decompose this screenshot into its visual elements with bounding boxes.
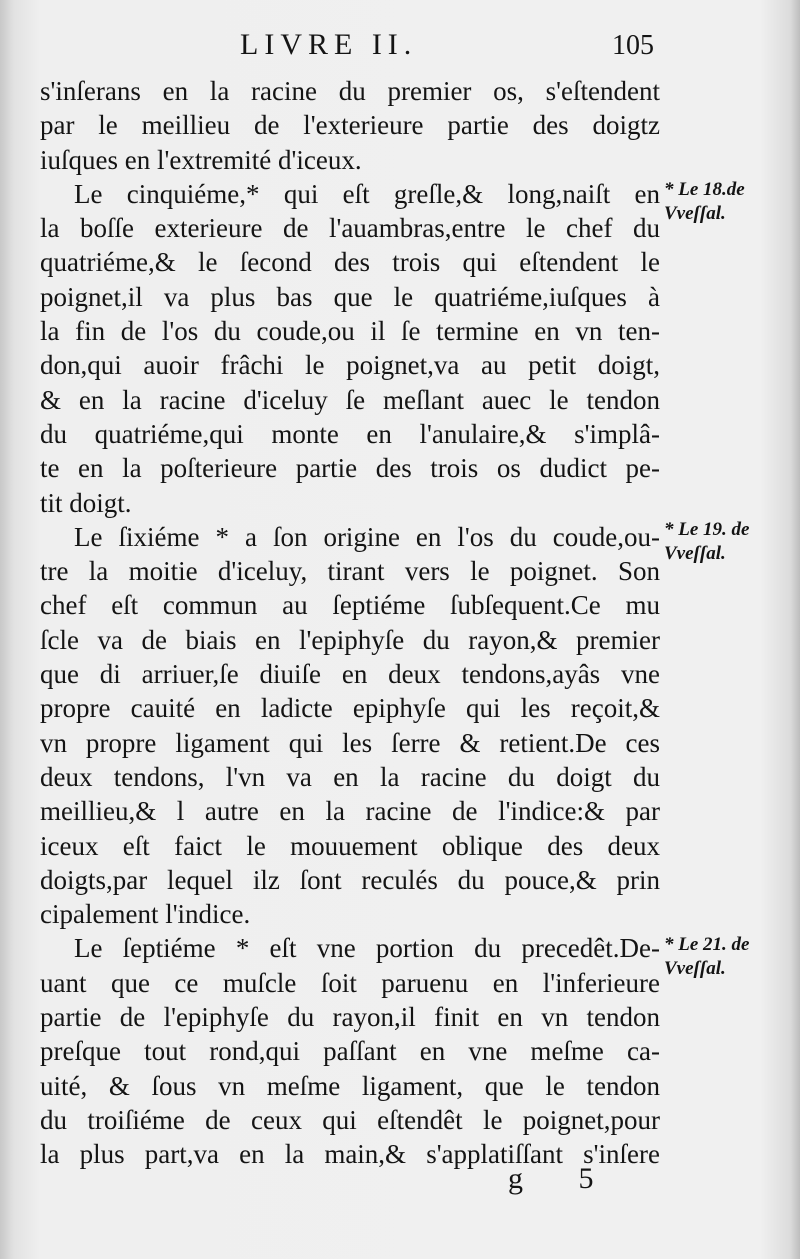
text-line: Le cinquiéme,* qui eſt greſle,& long,naiſt en	[74, 178, 660, 209]
text-line: ſcle va de biais en l'epiphyſe du rayon,& premier	[40, 624, 660, 655]
text-line: que di arriuer,ſe diuiſe en deux tendons,ayâs vne	[40, 659, 660, 690]
margin-note-line: * Le 19. de	[664, 519, 750, 540]
text-line: cipalement l'indice.	[40, 899, 251, 930]
text-line: uant que ce muſcle ſoit paruenu en l'inferieure	[40, 967, 660, 998]
text-line: s'inſerans en la racine du premier os, s'eſtendent	[40, 76, 660, 106]
text-line: iuſques en l'extremité d'iceux.	[40, 144, 362, 175]
text-line: quatriéme,& le ſecond des trois qui eſtendent le	[40, 247, 660, 278]
text-line: don,qui auoir frâchi le poignet,va au petit doigt,	[40, 350, 660, 381]
text-line: uité, & ſous vn meſme ligament, que le tendon	[40, 1070, 660, 1101]
margin-note-line: * Le 18.de	[664, 179, 745, 200]
text-line: la fin de l'os du coude,ou il ſe termine en vn ten-	[40, 316, 660, 347]
text-line: Le ſeptiéme * eſt vne portion du precedêt.De-	[74, 933, 660, 964]
margin-note	[664, 518, 749, 566]
text-line: chef eſt commun au ſeptiéme ſubſequent.Ce mu	[40, 590, 660, 621]
text-line: doigts,par lequel ilz ſont reculés du pouce,& prin	[40, 864, 660, 895]
text-line: vn propre ligament qui les ſerre & retient.De ces	[40, 727, 660, 758]
text-line: preſque tout rond,qui paſſant en vne meſme ca-	[40, 1036, 660, 1067]
text-line: iceux eſt faict le mouuement oblique des deux	[40, 830, 660, 861]
text-line: te en la poſterieure partie des trois os dudict pe-	[40, 453, 660, 484]
margin-note-line: Vveſſal.	[664, 203, 726, 224]
text-line: par le meillieu de l'exterieure partie des doigtz	[40, 110, 660, 141]
text-line: poignet,il va plus bas que le quatriéme,iuſques à	[40, 281, 660, 312]
margin-note	[664, 178, 745, 226]
text-line: la boſſe exterieure de l'auambras,entre le chef du	[40, 213, 660, 244]
text-line: tre la moitie d'iceluy, tirant vers le poignet. Son	[40, 556, 660, 587]
text-line: Le ſixiéme * a ſon origine en l'os du coude,ou-	[74, 521, 660, 552]
margin-note-line: Vveſſal.	[664, 543, 726, 564]
main-text-block	[40, 74, 660, 1172]
text-line: la plus part,va en la main,& s'applatiſſant s'inſere	[40, 1139, 660, 1170]
text-line: meillieu,& l autre en la racine de l'indice:& par	[40, 796, 660, 827]
margin-note-line: * Le 21. de	[664, 934, 750, 955]
text-line: tit doigt.	[40, 487, 132, 518]
page-number: 105	[612, 30, 654, 61]
signature-mark: g 5	[508, 1162, 618, 1195]
margin-note	[664, 933, 749, 981]
text-line: partie de l'epiphyſe du rayon,il finit en vn tendon	[40, 1002, 660, 1033]
margin-note-line: Vveſſal.	[664, 958, 726, 979]
text-line: & en la racine d'iceluy ſe meſlant auec le tendon	[40, 384, 660, 415]
text-line: deux tendons, l'vn va en la racine du doigt du	[40, 761, 660, 792]
text-line: du troiſiéme de ceux qui eſtendêt le poignet,pour	[40, 1104, 660, 1135]
text-line: propre cauité en ladicte epiphyſe qui les reçoit,&	[40, 693, 660, 724]
text-line: du quatriéme,qui monte en l'anulaire,& s'implâ-	[40, 418, 660, 449]
running-head-title: LIVRE II.	[240, 28, 418, 61]
